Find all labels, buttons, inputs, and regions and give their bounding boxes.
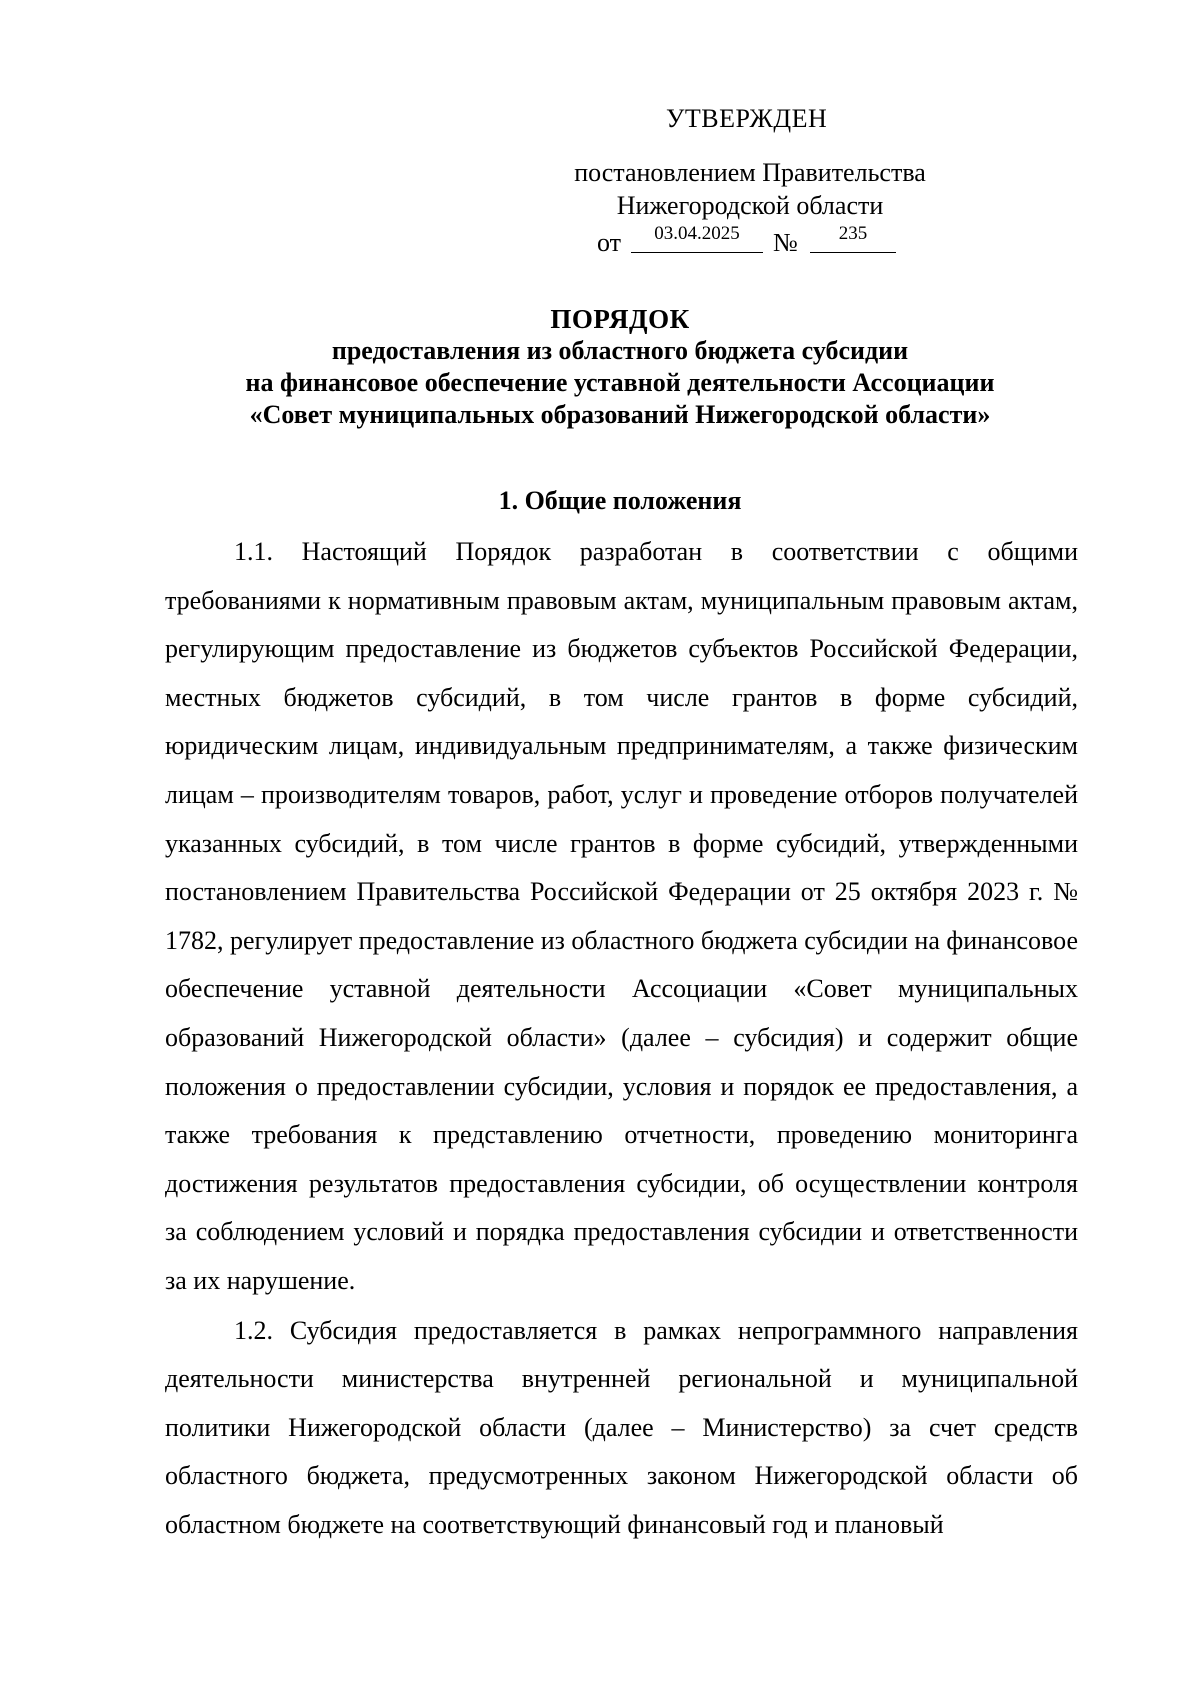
document-title-main: ПОРЯДОК [550,304,690,334]
document-title-line-1: предоставления из областного бюджета субсидии [331,336,909,365]
approval-stamp-title: УТВЕРЖДЕН [666,104,828,133]
approval-authority-line-1: постановлением Правительства [574,158,926,187]
section-body [165,528,1078,1549]
approval-authority [480,156,1020,222]
number-prefix: № [773,228,798,257]
section-heading: 1. Общие положения [498,486,742,515]
document-title-line-3: «Совет муниципальных образований Нижегородской области» [249,400,991,429]
paragraph-1-1: 1.1. Настоящий Порядок разработан в соответствии с общими требованиями к нормативным правовым актам, муниципальным правовым актам, регулирующим предоставление из бюджетов субъектов Российской Федерации, местных бюджетов субсидий, в том числе грантов в форме субсидий, юридическим лицам, индивидуальным предпринимателям, а также физическим лицам – производителям товаров, работ, услуг и проведение отборов получателей указанных субсидий, в том числе грантов в форме субсидий, утвержденными постановлением Правительства Российской Федерации от 25 октября 2023 г. № 1782, регулирует предоставление из областного бюджета субсидии на финансовое обеспечение уставной деятельности Ассоциации «Совет муниципальных образований Нижегородской области» (далее – субсидия) и содержит общие положения о предоставлении субсидии, условия и порядок ее предоставления, а также требования к представлению отчетности, проведению мониторинга достижения результатов предоставления субсидии, об осуществлении контроля за соблюдением условий и порядка предоставления субсидии и ответственности за их нарушение. [165,537,1078,1295]
approval-authority-line-2: Нижегородской области [616,191,884,220]
paragraph-1-2: 1.2. Субсидия предоставляется в рамках непрограммного направления деятельности министерства внутренней региональной и муниципальной политики Нижегородской области (далее – Министерство) за счет средств областного бюджета, предусмотренных законом Нижегородской области об областном бюджете на соответствующий финансовый год и плановый [165,1315,1078,1539]
approval-date-field: 03.04.2025 [631,222,763,253]
document-title [160,303,1080,431]
document-title-line-2: на финансовое обеспечение уставной деятельности Ассоциации [245,368,995,397]
approval-number-field: 235 [810,222,896,253]
date-prefix: от [597,228,622,257]
